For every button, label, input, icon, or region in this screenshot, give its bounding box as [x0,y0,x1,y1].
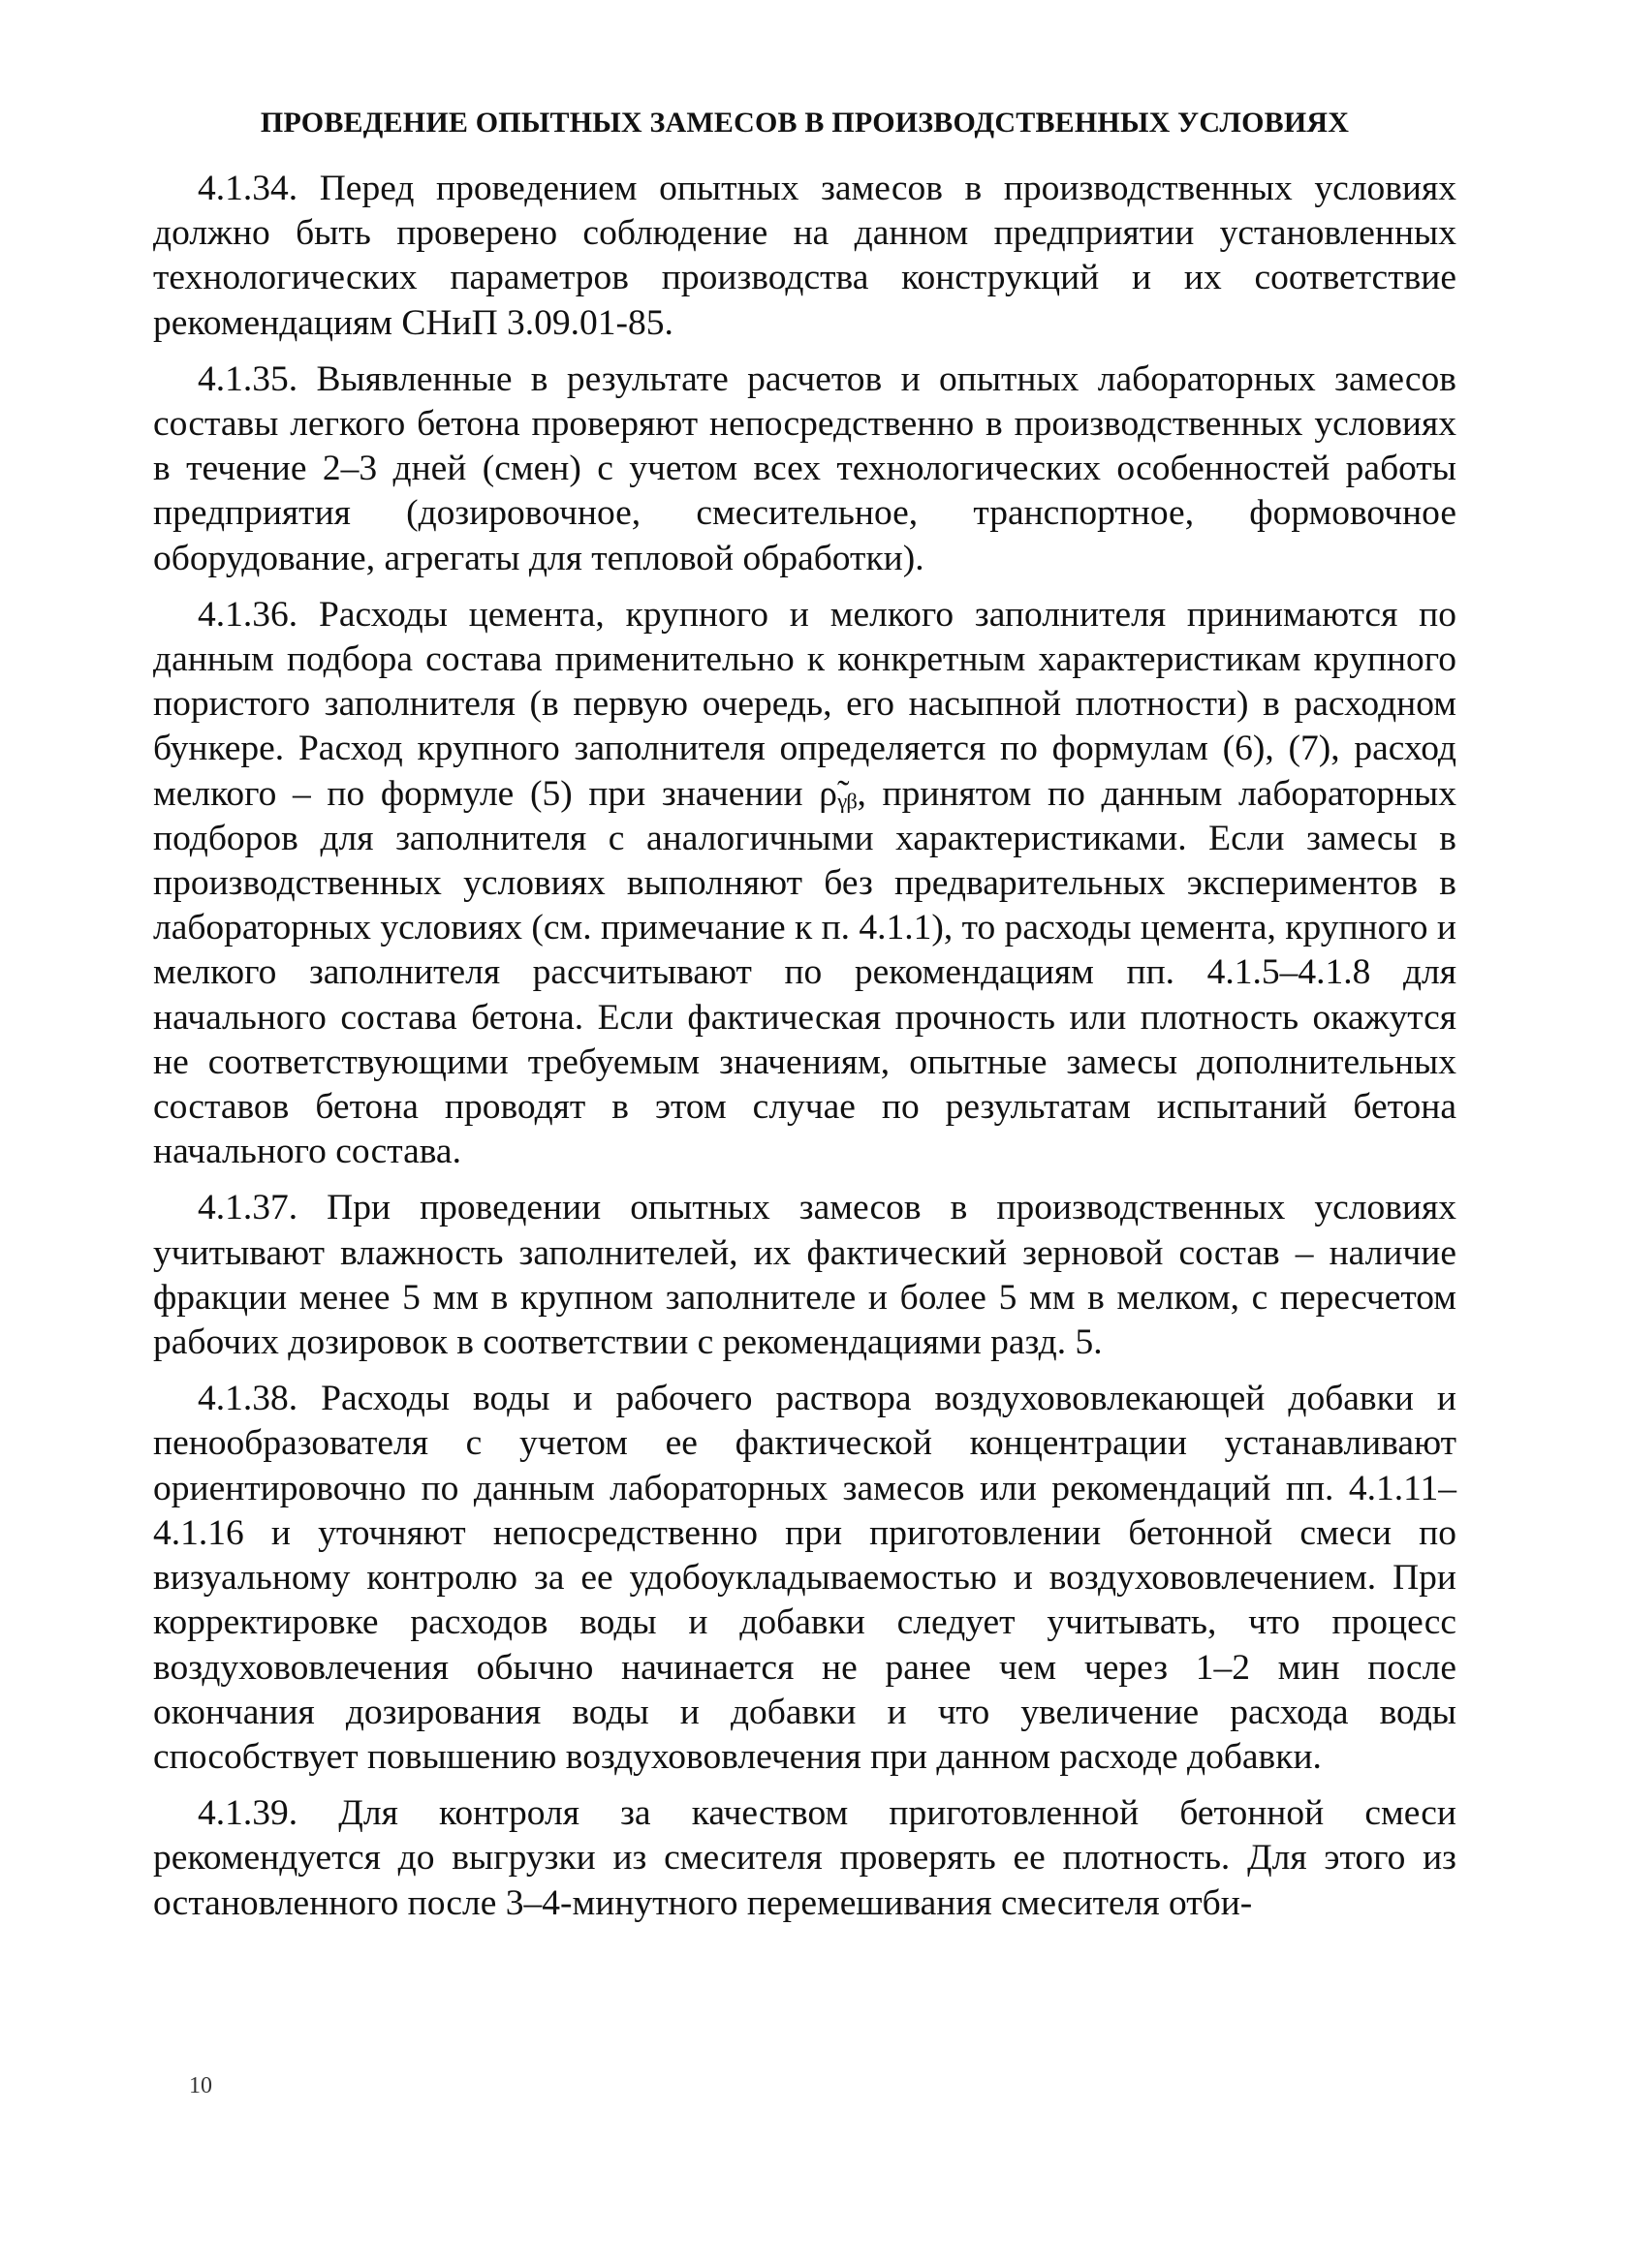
paragraph-4-1-39: 4.1.39. Для контроля за качеством приготовленной бетонной смеси рекомендуется до выгрузки из смесителя проверять ее плотность. Для этого из остановленного после 3–4-минутного перемешивания смесителя отби- [153,1793,1456,1923]
section-heading: ПРОВЕДЕНИЕ ОПЫТНЫХ ЗАМЕСОВ В ПРОИЗВОДСТВЕННЫХ УСЛОВИЯХ [260,107,1350,139]
paragraph-4-1-36: 4.1.36. Расходы цемента, крупного и мелкого заполнителя принимаются по данным подбора состава применительно к конкретным характеристикам крупного пористого заполнителя (в первую очередь, его насыпной плотности) в расходном бункере. Расход крупного заполнителя определяется по формулам (6), (7), расход мелкого – по формуле (5) при значении ρ̃ᵧᵦ, принятом по данным лабораторных подборов для заполнителя с аналогичными характеристиками. Если замесы в производственных условиях выполняют без предварительных экспериментов в лабораторных условиях (см. примечание к п. 4.1.1), то расходы цемента, крупного и мелкого заполнителя рассчитывают по рекомендациям пп. 4.1.5–4.1.8 для начального состава бетона. Если фактическая прочность или плотность окажутся не соответствующими требуемым значениям, опытные замесы дополнительных составов бетона проводят в этом случае по результатам испытаний бетона начального состава. [153,594,1457,1172]
paragraph-4-1-35: 4.1.35. Выявленные в результате расчетов и опытных лабораторных замесов составы легкого бетона проверяют непосредственно в производственных условиях в течение 2–3 дней (смен) с учетом всех технологических особенностей работы предприятия (дозировочное, смесительное, транспортное, формовочное оборудование, агрегаты для тепловой обработки). [153,358,1456,578]
paragraph-4-1-37: 4.1.37. При проведении опытных замесов в производственных условиях учитывают влажность заполнителей, их фактический зерновой состав – наличие фракции менее 5 мм в крупном заполнителе и более 5 мм в мелком, с пересчетом рабочих дозировок в соответствии с рекомендациями разд. 5. [153,1188,1456,1363]
document-page [153,107,1456,1938]
paragraph-4-1-34: 4.1.34. Перед проведением опытных замесов в производственных условиях должно быть проверено соблюдение на данном предприятии установленных технологических параметров производства конструкций и их соответствие рекомендациям СНиП 3.09.01-85. [153,169,1456,343]
paragraph-4-1-38: 4.1.38. Расходы воды и рабочего раствора воздухововлекающей добавки и пенообразователя с учетом ее фактической концентрации устанавливают ориентировочно по данным лабораторных замесов или рекомендаций пп. 4.1.11–4.1.16 и уточняют непосредственно при приготовлении бетонной смеси по визуальному контролю за ее удобоукладываемостью и воздухововлечением. При корректировке расходов воды и добавки следует учитывать, что процесс воздухововлечения обычно начинается не ранее чем через 1–2 мин после окончания дозирования воды и добавки и что увеличение расхода воды способствует повышению воздухововлечения при данном расходе добавки. [153,1379,1456,1777]
page-number: 10 [189,2073,212,2098]
